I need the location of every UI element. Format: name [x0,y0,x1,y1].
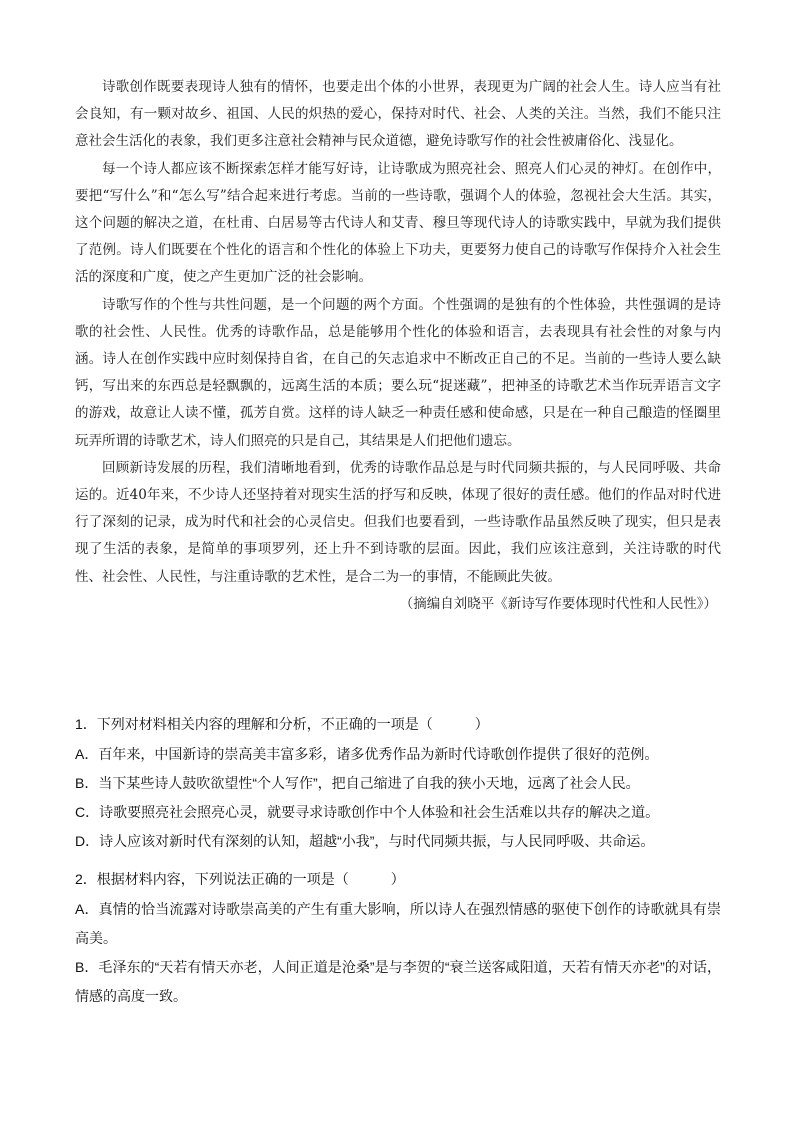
passage-paragraph-2: 每一个诗人都应该不断探索怎样才能写好诗，让诗歌成为照亮社会、照亮人们心灵的神灯。在创作中，要把“写什么”和“怎么写”结合起来进行考虑。当前的一些诗歌，强调个人的体验，忽视社会大生活。其实，这个问题的解决之道，在杜甫、白居易等古代诗人和艾青、穆旦等现代诗人的诗歌实践中，早就为我们提供了范例。诗人们既要在个性化的语言和个性化的体验上下功夫，更要努力使自己的诗歌写作保持介入社会生活的深度和广度，使之产生更加广泛的社会影响。 [75,160,721,286]
question-1-stem: 1．下列对材料相关内容的理解和分析，不正确的一项是（ ） [75,716,489,732]
question-2-option-a: A．真情的恰当流露对诗歌崇高美的产生有重大影响，所以诗人在强烈情感的驱使下创作的诗歌就具有崇高美。 [75,901,721,946]
reading-passage [75,74,721,618]
question-2 [75,865,721,1011]
question-1-option-a: A．百年来，中国新诗的崇高美丰富多彩，诸多优秀作品为新时代诗歌创作提供了很好的范例。 [75,746,659,762]
question-1-option-c: C．诗歌要照亮社会照亮心灵，就要寻求诗歌创作中个人体验和社会生活难以共存的解决之道。 [75,804,660,820]
passage-source: （摘编自刘晓平《新诗写作要体现时代性和人民性》） [399,595,717,612]
question-2-option-b: B．毛泽东的“天若有情天亦老，人间正道是沧桑”是与李贺的“衰兰送客咸阳道，天若有情天亦老”的对话，情感的高度一致。 [75,959,721,1004]
question-1-option-b: B．当下某些诗人鼓吹欲望性“个人写作”，把自己缩进了自我的狭小天地，远离了社会人民。 [75,775,640,791]
question-spacer [75,856,721,865]
passage-paragraph-4: 回顾新诗发展的历程，我们清晰地看到，优秀的诗歌作品总是与时代同频共振的，与人民同呼吸、共命运的。近40年来，不少诗人还坚持着对现实生活的抒写和反映，体现了很好的责任感。他们的作品对时代进行了深刻的记录，成为时代和社会的心灵信史。但我们也要看到，一些诗歌作品虽然反映了现实，但只是表现了生活的表象，是简单的事项罗列，还上升不到诗歌的层面。因此，我们应该注意到，关注诗歌的时代性、社会性、人民性，与注重诗歌的艺术性，是合二为一的事情，不能顾此失彼。 [75,459,721,585]
question-1-option-d: D．诗人应该对新时代有深刻的认知，超越“小我”，与时代同频共振，与人民同呼吸、共命运。 [75,833,655,849]
question-2-stem: 2．根据材料内容，下列说法正确的一项是（ ） [75,871,405,887]
question-1 [75,710,721,856]
question-section [75,710,721,1011]
passage-paragraph-3: 诗歌写作的个性与共性问题，是一个问题的两个方面。个性强调的是独有的个性体验，共性强调的是诗歌的社会性、人民性。优秀的诗歌作品，总是能够用个性化的体验和语言，去表现具有社会性的对象与内涵。诗人在创作实践中应时刻保持自省，在自己的矢志追求中不断改正自己的不足。当前的一些诗人要么缺钙，写出来的东西总是轻飘飘的，远离生活的本质；要么玩“捉迷藏”，把神圣的诗歌艺术当作玩弄语言文字的游戏，故意让人读不懂，孤芳自赏。这样的诗人缺乏一种责任感和使命感，只是在一种自己酿造的怪圈里玩弄所谓的诗歌艺术，诗人们照亮的只是自己，其结果是人们把他们遗忘。 [75,296,721,449]
passage-paragraph-1: 诗歌创作既要表现诗人独有的情怀，也要走出个体的小世界，表现更为广阔的社会人生。诗人应当有社会良知，有一颗对故乡、祖国、人民的炽热的爱心，保持对时代、社会、人类的关注。当然，我们不能只注意社会生活化的表象，我们更多注意社会精神与民众道德，避免诗歌写作的社会性被庸俗化、浅显化。 [75,79,721,150]
